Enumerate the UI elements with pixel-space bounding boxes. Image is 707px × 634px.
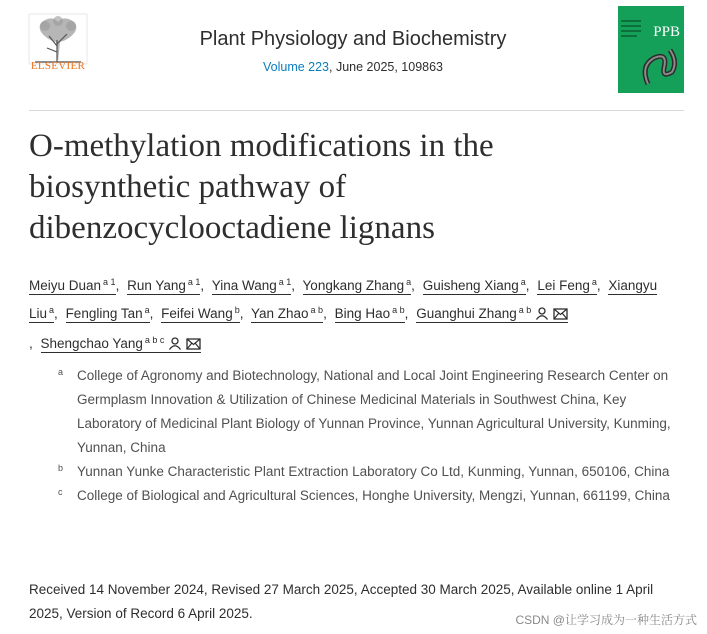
author-link[interactable] — [127, 278, 200, 295]
author-affiliation-ref: a — [520, 277, 526, 287]
author-affiliation-ref: a 1 — [278, 277, 292, 287]
author-affiliation-ref: a 1 — [103, 277, 116, 287]
author-name: Fengling Tan — [65, 306, 143, 321]
article-history: Received 14 November 2024, Revised 27 March 2025, Accepted 30 March 2025, Available online 1 April 2025, Version of Record 6 April 2025. — [29, 582, 654, 621]
author-affiliation-ref: a — [49, 305, 55, 315]
affiliation-text: College of Agronomy and Biotechnology, National and Local Joint Engineering Research Center on Germplasm Innovation & Utilization of Chinese Medicinal Materials in Southwest China, Key Laboratory of Medicinal Plant Biology of Yunnan Province, Yunnan Agricultural University, Kunming, Yunnan, China — [77, 368, 671, 455]
journal-issue-info — [120, 60, 586, 74]
article-title — [29, 126, 669, 249]
affiliation-text: Yunnan Yunke Characteristic Plant Extraction Laboratory Co Ltd, Kunming, Yunnan, 650106, China — [77, 464, 670, 479]
affiliation-item — [58, 460, 688, 484]
author-name: Meiyu Duan — [29, 278, 102, 293]
corresponding-author-link[interactable] — [416, 306, 568, 323]
affiliation-label: b — [58, 463, 64, 473]
author-affiliation-ref: a — [144, 305, 150, 315]
author-name: Yan Zhao — [251, 306, 309, 321]
affiliation-item — [58, 484, 688, 508]
author-name: Xiangyu Liu — [29, 278, 658, 321]
journal-header — [0, 0, 707, 112]
author-link[interactable] — [423, 278, 526, 295]
cover-artwork — [618, 6, 684, 93]
volume-link[interactable]: Volume 223 — [262, 60, 330, 74]
cover-title: PPB — [653, 24, 680, 40]
journal-cover-image[interactable] — [618, 6, 684, 93]
envelope-icon — [186, 334, 201, 358]
author-affiliation-ref: a b — [392, 305, 405, 315]
author-name: Run Yang — [127, 278, 186, 293]
author-name: Feifei Wang — [161, 306, 233, 321]
corresponding-author-link[interactable] — [41, 336, 202, 353]
author-affiliation-ref: a b — [518, 305, 532, 315]
author-link[interactable] — [161, 306, 240, 323]
author-affiliation-ref: a — [591, 277, 597, 287]
affiliation-list — [58, 364, 688, 508]
title-line: O-methylation modifications in the — [29, 128, 494, 164]
author-affiliation-ref: a 1 — [187, 277, 201, 287]
author-link[interactable] — [537, 278, 597, 295]
author-name: Guisheng Xiang — [422, 278, 519, 293]
author-name: Yina Wang — [211, 278, 277, 293]
author-link[interactable] — [212, 278, 292, 295]
csdn-watermark: CSDN @让学习成为一种生活方式 — [515, 613, 697, 627]
header-divider — [29, 110, 684, 111]
author-affiliation-ref: a b c — [144, 335, 165, 345]
author-link[interactable] — [303, 278, 412, 295]
author-affiliation-ref: b — [234, 305, 240, 315]
person-icon — [168, 334, 182, 358]
envelope-icon — [553, 304, 568, 328]
author-link[interactable] — [66, 306, 150, 323]
author-affiliation-ref: a b — [310, 305, 324, 315]
title-line: dibenzocyclooctadiene lignans — [29, 210, 435, 246]
author-name: Lei Feng — [537, 278, 590, 293]
author-affiliation-ref: a — [406, 277, 412, 287]
issue-details: , June 2025, 109863 — [329, 60, 444, 74]
author-link[interactable] — [335, 306, 405, 323]
publisher-name: ELSEVIER — [30, 60, 86, 72]
author-name: Guanghui Zhang — [416, 306, 517, 321]
person-icon — [535, 304, 549, 328]
title-line: biosynthetic pathway of — [29, 169, 347, 205]
affiliation-label: a — [58, 367, 64, 377]
author-name: Bing Hao — [334, 306, 391, 321]
author-name: Yongkang Zhang — [302, 278, 405, 293]
journal-title-link[interactable]: Plant Physiology and Biochemistry — [199, 28, 507, 50]
author-name: Shengchao Yang — [40, 336, 143, 351]
affiliation-item — [58, 364, 688, 460]
affiliation-label: c — [58, 487, 63, 497]
author-list: Meiyu Duan $^{a 1}$, Run Yang $^{a 1}$, Yina Wang $^{a 1}$, Yongkang Zhang $^a$, Guisheng Xiang $^a$, Lei Feng $^a$, Xiangyu Liu $^a$, Fengling Tan $^a$, Feifei Wang $^b$, Yan Zhao $^{a b}$, Bing Hao $^{a b}$, Guanghui Zhang $^{a b}$ , Shengchao Yang $^{a b c}$ — [29, 270, 689, 358]
author-link[interactable] — [29, 278, 116, 295]
author-link[interactable] — [251, 306, 323, 323]
affiliation-text: College of Biological and Agricultural Sciences, Honghe University, Mengzi, Yunnan, 661199, China — [77, 488, 670, 503]
